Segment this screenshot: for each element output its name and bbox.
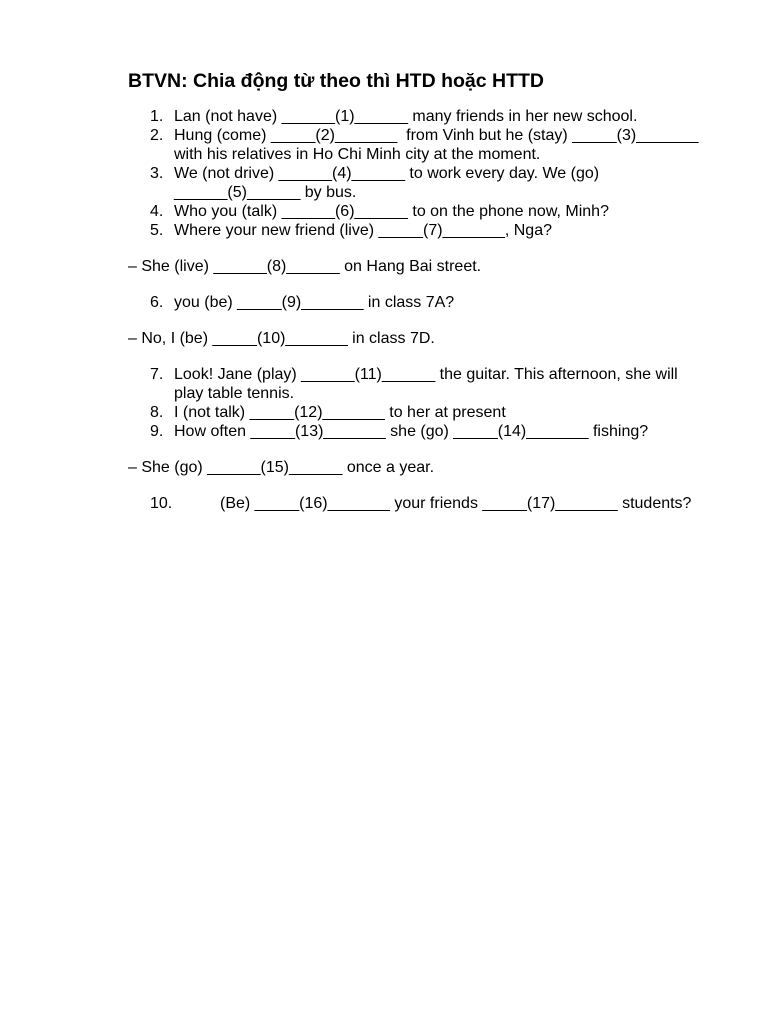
item-number: 2. bbox=[150, 127, 164, 144]
answer-line-3: – She (go) ______(15)______ once a year. bbox=[128, 459, 435, 476]
exercise-list-4 bbox=[128, 494, 708, 513]
exercise-item-3 bbox=[128, 164, 708, 202]
item-number: 1. bbox=[150, 108, 164, 125]
item-text: Look! Jane (play) ______(11)______ the guitar. This afternoon, she will play table tennis. bbox=[174, 366, 683, 402]
exercise-item-4 bbox=[128, 202, 708, 221]
item-text: Hung (come) _____(2)_______ from Vinh but he (stay) _____(3)_______ with his relatives in Ho Chi Minh city at the moment. bbox=[174, 127, 703, 163]
item-number: 10. bbox=[150, 495, 173, 512]
item-text: How often _____(13)_______ she (go) _____(14)_______ fishing? bbox=[174, 423, 649, 440]
item-text: Where your new friend (live) _____(7)_______, Nga? bbox=[174, 222, 552, 239]
exercise-list-2 bbox=[128, 293, 708, 312]
exercise-item-1 bbox=[128, 107, 708, 126]
exercise-list-3 bbox=[128, 365, 708, 441]
item-text: Lan (not have) ______(1)______ many friends in her new school. bbox=[174, 108, 638, 125]
item-number: 7. bbox=[150, 366, 164, 383]
item-text: Who you (talk) ______(6)______ to on the phone now, Minh? bbox=[174, 203, 609, 220]
answer-line-1: – She (live) ______(8)______ on Hang Bai street. bbox=[128, 258, 482, 275]
item-text: I (not talk) _____(12)_______ to her at present bbox=[174, 404, 506, 421]
item-text: We (not drive) ______(4)______ to work every day. We (go) ______(5)______ by bus. bbox=[174, 165, 604, 201]
item-number: 6. bbox=[150, 294, 164, 311]
worksheet-page bbox=[128, 66, 708, 513]
exercise-list-1 bbox=[128, 107, 708, 240]
page-title: BTVN: Chia động từ theo thì HTD hoặc HTTD bbox=[128, 70, 544, 92]
exercise-item-10 bbox=[128, 494, 708, 513]
exercise-item-8 bbox=[128, 403, 708, 422]
exercise-item-9 bbox=[128, 422, 708, 441]
item-number: 4. bbox=[150, 203, 164, 220]
answer-line-2: – No, I (be) _____(10)_______ in class 7D. bbox=[128, 330, 435, 347]
exercise-item-2 bbox=[128, 126, 708, 164]
item-number: 5. bbox=[150, 222, 164, 239]
item-number: 8. bbox=[150, 404, 164, 421]
item-text: you (be) _____(9)_______ in class 7A? bbox=[174, 294, 455, 311]
item-number: 9. bbox=[150, 423, 164, 440]
exercise-item-6 bbox=[128, 293, 708, 312]
item-text: (Be) _____(16)_______ your friends _____(17)_______ students? bbox=[220, 495, 692, 512]
exercise-item-5 bbox=[128, 221, 708, 240]
item-number: 3. bbox=[150, 165, 164, 182]
exercise-item-7 bbox=[128, 365, 708, 403]
